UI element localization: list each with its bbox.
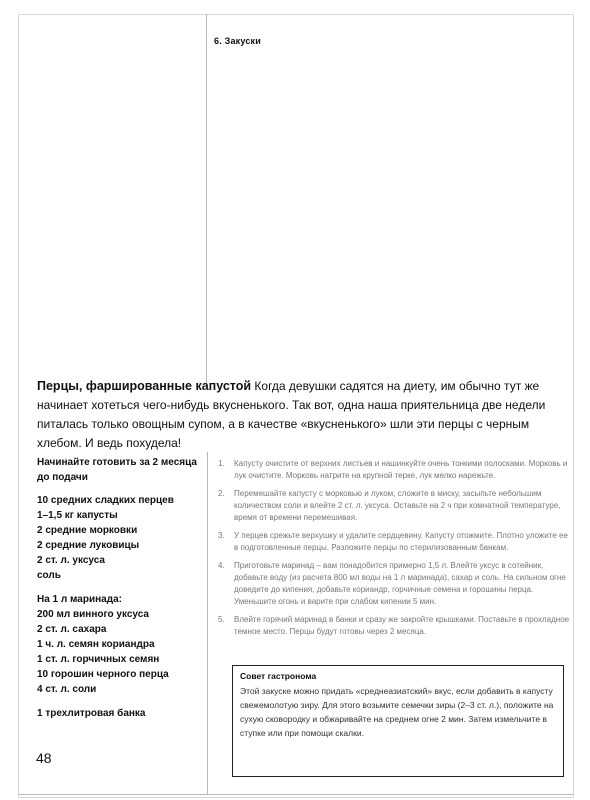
ingredient-item: 2 средние луковицы [37,540,140,551]
ingredient-list [37,493,212,583]
spacer [37,583,212,592]
recipe-title: Перцы, фаршированные капустой [37,379,252,393]
spacer [37,697,212,706]
step-text: Капусту очистите от верхних листьев и нашинкуйте очень тонкими полосками. Морковь и лук очистите. Морковь натрите на крупной терке, лук мелко нарежьте. [234,459,568,480]
step-text: Влейте горячий маринад в банки и сразу же закройте крышками. Поставьте в прохладное темное место. Перцы будут готовы через 2 месяца. [234,615,570,636]
page-number: 48 [36,750,52,766]
recipe-intro-text: Когда девушки садятся на диету, им обычно тут же начинает хотеться чего-нибудь вкусненького. Так вот, одна наша приятельница две недели питалась только овощным супом, а в качестве «вкусненького» шли эти перцы с черным хлебом. И ведь похудела! [37,379,546,450]
marinade-list [37,607,212,697]
column-divider [206,14,207,384]
recipe-intro [37,377,557,453]
step-number: 1. [218,459,225,468]
step-text: Перемешайте капусту с морковью и луком, сложите в миску, засыпьте небольшим количеством соли и влейте 2 ст. л. уксуса. Оставьте на 2 ч при комнатной температуре, время от времени перемешивая. [234,489,561,522]
recipe-step [218,560,574,608]
start-note: Начинайте готовить за 2 месяца до подачи [37,457,197,483]
ingredient-item: 10 средних сладких перцев [37,495,174,506]
ingredient-item: 1–1,5 кг капусты [37,510,118,521]
marinade-item: 1 ст. л. горчичных семян [37,654,160,665]
step-number: 4. [218,561,225,570]
jar-note: 1 трехлитровая банка [37,708,146,719]
tip-box [232,665,564,777]
step-number: 3. [218,531,225,540]
marinade-item: 4 ст. л. соли [37,684,97,695]
recipe-step [218,488,574,524]
step-text: Приготовьте маринад – вам понадобится примерно 1,5 л. Влейте уксус в сотейник, добавьте воду (из расчета 800 мл воды на 1 л маринада), сахар и соль. На сильном огне доведите до кипения, добавьте кориандр, горчичные семена и горошины перца. Уменьшите огонь и варите при слабом кипении 5 мин. [234,561,566,606]
marinade-item: 1 ч. л. семян кориандра [37,639,155,650]
bottom-rule [18,794,574,795]
step-number: 5. [218,615,225,624]
recipe-step [218,458,574,482]
ingredients-column [37,455,212,721]
section-header: 6. Закуски [214,36,261,46]
steps-column [218,458,574,644]
recipe-step [218,530,574,554]
ingredient-item: соль [37,570,61,581]
marinade-item: 200 мл винного уксуса [37,609,149,620]
ingredient-item: 2 ст. л. уксуса [37,555,105,566]
step-number: 2. [218,489,225,498]
recipe-step [218,614,574,638]
ingredient-item: 2 средние морковки [37,525,138,536]
tip-text: Этой закуске можно придать «среднеазиатский» вкус, если добавить в капусту свежемолотую зиру. Для этого возьмите семечки зиры (2–3 ст. л.), положите на сухую сковородку и обжаривайте на среднем огне 2 мин. Затем измельчите в ступке или при помощи скалки. [240,686,554,738]
tip-title: Совет гастронома [240,671,317,681]
marinade-item: 2 ст. л. сахара [37,624,107,635]
marinade-heading: На 1 л маринада: [37,594,122,605]
marinade-item: 10 горошин черного перца [37,669,169,680]
step-text: У перцев срежьте верхушку и удалите сердцевину. Капусту отожмите. Плотно уложите ее в подготовленные перцы. Разложите перцы по стерилизованным банкам. [234,531,568,552]
